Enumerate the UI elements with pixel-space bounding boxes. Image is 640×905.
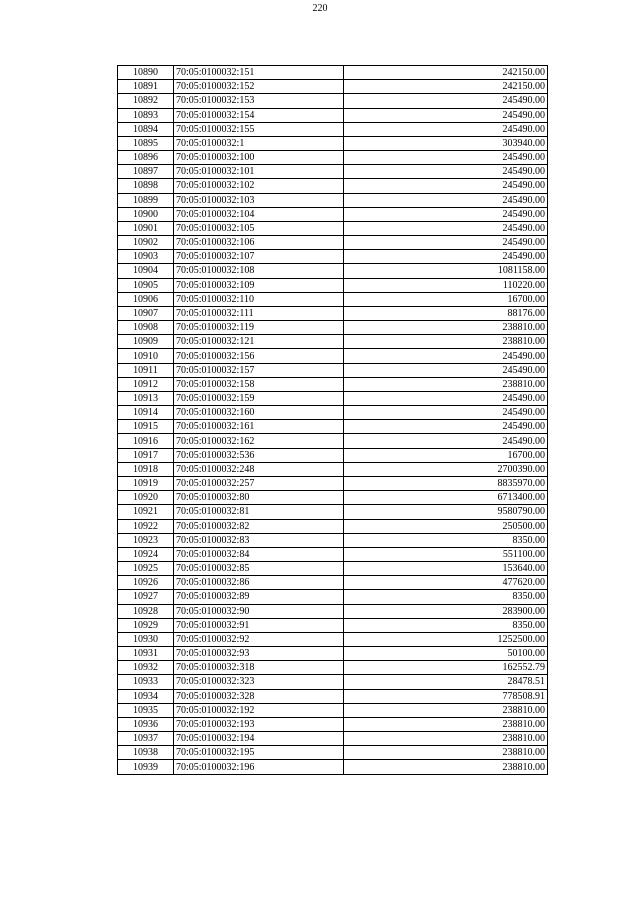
table-row [118,108,548,122]
cadastral-value-cell: 283900.00 [344,604,548,618]
cadastral-value-cell: 245490.00 [344,165,548,179]
table-row [118,590,548,604]
row-number-cell: 10925 [118,562,174,576]
cadastral-number-cell: 70:05:0100032:102 [174,179,344,193]
row-number-cell: 10913 [118,391,174,405]
cadastral-value-cell: 2700390.00 [344,462,548,476]
row-number-cell: 10927 [118,590,174,604]
cadastral-number-cell: 70:05:0100032:81 [174,505,344,519]
table-row [118,746,548,760]
row-number-cell: 10908 [118,321,174,335]
table-row [118,349,548,363]
table-row [118,377,548,391]
cadastral-value-cell: 245490.00 [344,236,548,250]
cadastral-value-cell: 245490.00 [344,193,548,207]
cadastral-value-cell: 16700.00 [344,448,548,462]
cadastral-value-cell: 110220.00 [344,278,548,292]
row-number-cell: 10920 [118,491,174,505]
row-number-cell: 10904 [118,264,174,278]
table-row [118,292,548,306]
table-row [118,476,548,490]
row-number-cell: 10936 [118,717,174,731]
row-number-cell: 10897 [118,165,174,179]
cadastral-value-cell: 1081158.00 [344,264,548,278]
cadastral-value-cell: 245490.00 [344,250,548,264]
cadastral-number-cell: 70:05:0100032:536 [174,448,344,462]
cadastral-value-cell: 245490.00 [344,420,548,434]
cadastral-value-cell: 88176.00 [344,306,548,320]
row-number-cell: 10899 [118,193,174,207]
table-row [118,604,548,618]
cadastral-value-cell: 8350.00 [344,590,548,604]
table-row [118,207,548,221]
table-row [118,321,548,335]
table-row [118,732,548,746]
cadastral-value-cell: 238810.00 [344,732,548,746]
cadastral-value-cell: 245490.00 [344,207,548,221]
row-number-cell: 10890 [118,66,174,80]
row-number-cell: 10909 [118,335,174,349]
row-number-cell: 10918 [118,462,174,476]
table-row [118,448,548,462]
cadastral-number-cell: 70:05:0100032:192 [174,703,344,717]
cadastral-value-cell: 242150.00 [344,66,548,80]
cadastral-number-cell: 70:05:0100032:85 [174,562,344,576]
table-row [118,533,548,547]
cadastral-value-cell: 6713400.00 [344,491,548,505]
cadastral-number-cell: 70:05:0100032:92 [174,632,344,646]
table-row [118,760,548,774]
table-row [118,391,548,405]
table-row [118,165,548,179]
cadastral-number-cell: 70:05:0100032:155 [174,122,344,136]
table-row [118,136,548,150]
cadastral-number-cell: 70:05:0100032:154 [174,108,344,122]
table-row [118,122,548,136]
row-number-cell: 10915 [118,420,174,434]
row-number-cell: 10916 [118,434,174,448]
row-number-cell: 10895 [118,136,174,150]
cadastral-value-table [117,65,548,775]
cadastral-value-cell: 238810.00 [344,335,548,349]
table-row [118,562,548,576]
row-number-cell: 10926 [118,576,174,590]
table-row [118,306,548,320]
table-row [118,576,548,590]
table-row [118,647,548,661]
row-number-cell: 10924 [118,547,174,561]
cadastral-value-cell: 245490.00 [344,391,548,405]
row-number-cell: 10892 [118,94,174,108]
cadastral-number-cell: 70:05:0100032:119 [174,321,344,335]
table-row [118,94,548,108]
row-number-cell: 10893 [118,108,174,122]
cadastral-number-cell: 70:05:0100032:105 [174,221,344,235]
cadastral-number-cell: 70:05:0100032:196 [174,760,344,774]
cadastral-number-cell: 70:05:0100032:161 [174,420,344,434]
cadastral-number-cell: 70:05:0100032:160 [174,406,344,420]
table-row [118,661,548,675]
row-number-cell: 10901 [118,221,174,235]
table-row [118,717,548,731]
row-number-cell: 10894 [118,122,174,136]
cadastral-number-cell: 70:05:0100032:89 [174,590,344,604]
cadastral-number-cell: 70:05:0100032:108 [174,264,344,278]
table-row [118,250,548,264]
cadastral-number-cell: 70:05:0100032:151 [174,66,344,80]
row-number-cell: 10905 [118,278,174,292]
cadastral-number-cell: 70:05:0100032:318 [174,661,344,675]
row-number-cell: 10891 [118,80,174,94]
row-number-cell: 10914 [118,406,174,420]
cadastral-number-cell: 70:05:0100032:80 [174,491,344,505]
cadastral-value-cell: 238810.00 [344,703,548,717]
table-row [118,618,548,632]
row-number-cell: 10906 [118,292,174,306]
cadastral-number-cell: 70:05:0100032:104 [174,207,344,221]
table-row [118,264,548,278]
cadastral-value-cell: 245490.00 [344,94,548,108]
cadastral-number-cell: 70:05:0100032:84 [174,547,344,561]
row-number-cell: 10931 [118,647,174,661]
table-row [118,193,548,207]
row-number-cell: 10898 [118,179,174,193]
cadastral-number-cell: 70:05:0100032:106 [174,236,344,250]
cadastral-number-cell: 70:05:0100032:158 [174,377,344,391]
cadastral-value-cell: 16700.00 [344,292,548,306]
table-row [118,236,548,250]
cadastral-value-cell: 9580790.00 [344,505,548,519]
cadastral-number-cell: 70:05:0100032:90 [174,604,344,618]
table-row [118,462,548,476]
cadastral-number-cell: 70:05:0100032:83 [174,533,344,547]
cadastral-number-cell: 70:05:0100032:101 [174,165,344,179]
row-number-cell: 10938 [118,746,174,760]
row-number-cell: 10910 [118,349,174,363]
row-number-cell: 10932 [118,661,174,675]
row-number-cell: 10912 [118,377,174,391]
table-row [118,151,548,165]
row-number-cell: 10896 [118,151,174,165]
cadastral-number-cell: 70:05:0100032:248 [174,462,344,476]
cadastral-value-cell: 245490.00 [344,406,548,420]
cadastral-number-cell: 70:05:0100032:195 [174,746,344,760]
cadastral-value-cell: 153640.00 [344,562,548,576]
cadastral-number-cell: 70:05:0100032:193 [174,717,344,731]
row-number-cell: 10933 [118,675,174,689]
table-row [118,703,548,717]
cadastral-value-cell: 551100.00 [344,547,548,561]
cadastral-number-cell: 70:05:0100032:121 [174,335,344,349]
table-row [118,547,548,561]
row-number-cell: 10935 [118,703,174,717]
cadastral-number-cell: 70:05:0100032:194 [174,732,344,746]
cadastral-number-cell: 70:05:0100032:328 [174,689,344,703]
table-row [118,66,548,80]
cadastral-value-cell: 238810.00 [344,760,548,774]
cadastral-number-cell: 70:05:0100032:257 [174,476,344,490]
cadastral-value-cell: 250500.00 [344,519,548,533]
cadastral-number-cell: 70:05:0100032:156 [174,349,344,363]
table-row [118,406,548,420]
cadastral-value-cell: 245490.00 [344,434,548,448]
cadastral-value-cell: 245490.00 [344,349,548,363]
row-number-cell: 10919 [118,476,174,490]
cadastral-number-cell: 70:05:0100032:82 [174,519,344,533]
cadastral-value-cell: 477620.00 [344,576,548,590]
cadastral-number-cell: 70:05:0100032:109 [174,278,344,292]
cadastral-value-cell: 8350.00 [344,533,548,547]
row-number-cell: 10903 [118,250,174,264]
table-row [118,221,548,235]
cadastral-number-cell: 70:05:0100032:111 [174,306,344,320]
table-row [118,335,548,349]
table-row [118,675,548,689]
cadastral-number-cell: 70:05:0100032:323 [174,675,344,689]
table-row [118,505,548,519]
row-number-cell: 10911 [118,363,174,377]
table-row [118,278,548,292]
cadastral-value-cell: 245490.00 [344,151,548,165]
row-number-cell: 10922 [118,519,174,533]
cadastral-number-cell: 70:05:0100032:93 [174,647,344,661]
table-row [118,632,548,646]
table-row [118,434,548,448]
cadastral-number-cell: 70:05:0100032:162 [174,434,344,448]
cadastral-value-cell: 242150.00 [344,80,548,94]
table-row [118,689,548,703]
cadastral-value-cell: 1252500.00 [344,632,548,646]
cadastral-value-cell: 245490.00 [344,108,548,122]
row-number-cell: 10921 [118,505,174,519]
cadastral-value-cell: 238810.00 [344,321,548,335]
cadastral-number-cell: 70:05:0100032:103 [174,193,344,207]
cadastral-number-cell: 70:05:0100032:152 [174,80,344,94]
cadastral-value-cell: 245490.00 [344,221,548,235]
cadastral-value-cell: 303940.00 [344,136,548,150]
table-row [118,179,548,193]
cadastral-number-cell: 70:05:0100032:153 [174,94,344,108]
page-number: 220 [312,3,328,14]
row-number-cell: 10934 [118,689,174,703]
row-number-cell: 10902 [118,236,174,250]
table-row [118,491,548,505]
cadastral-number-cell: 70:05:0100032:110 [174,292,344,306]
cadastral-number-cell: 70:05:0100032:157 [174,363,344,377]
cadastral-value-cell: 8350.00 [344,618,548,632]
cadastral-number-cell: 70:05:0100032:1 [174,136,344,150]
row-number-cell: 10917 [118,448,174,462]
row-number-cell: 10900 [118,207,174,221]
cadastral-number-cell: 70:05:0100032:86 [174,576,344,590]
table-body [118,66,548,775]
cadastral-value-cell: 238810.00 [344,377,548,391]
cadastral-value-cell: 245490.00 [344,179,548,193]
table-row [118,80,548,94]
cadastral-value-cell: 778508.91 [344,689,548,703]
cadastral-number-cell: 70:05:0100032:107 [174,250,344,264]
row-number-cell: 10928 [118,604,174,618]
cadastral-value-cell: 245490.00 [344,122,548,136]
row-number-cell: 10930 [118,632,174,646]
cadastral-number-cell: 70:05:0100032:159 [174,391,344,405]
table-row [118,420,548,434]
row-number-cell: 10923 [118,533,174,547]
row-number-cell: 10907 [118,306,174,320]
cadastral-value-cell: 50100.00 [344,647,548,661]
cadastral-value-cell: 28478.51 [344,675,548,689]
table-row [118,363,548,377]
row-number-cell: 10929 [118,618,174,632]
table-row [118,519,548,533]
cadastral-value-cell: 238810.00 [344,746,548,760]
row-number-cell: 10939 [118,760,174,774]
cadastral-value-cell: 245490.00 [344,363,548,377]
cadastral-value-cell: 238810.00 [344,717,548,731]
cadastral-number-cell: 70:05:0100032:91 [174,618,344,632]
cadastral-number-cell: 70:05:0100032:100 [174,151,344,165]
cadastral-value-cell: 162552.79 [344,661,548,675]
row-number-cell: 10937 [118,732,174,746]
cadastral-value-cell: 8835970.00 [344,476,548,490]
